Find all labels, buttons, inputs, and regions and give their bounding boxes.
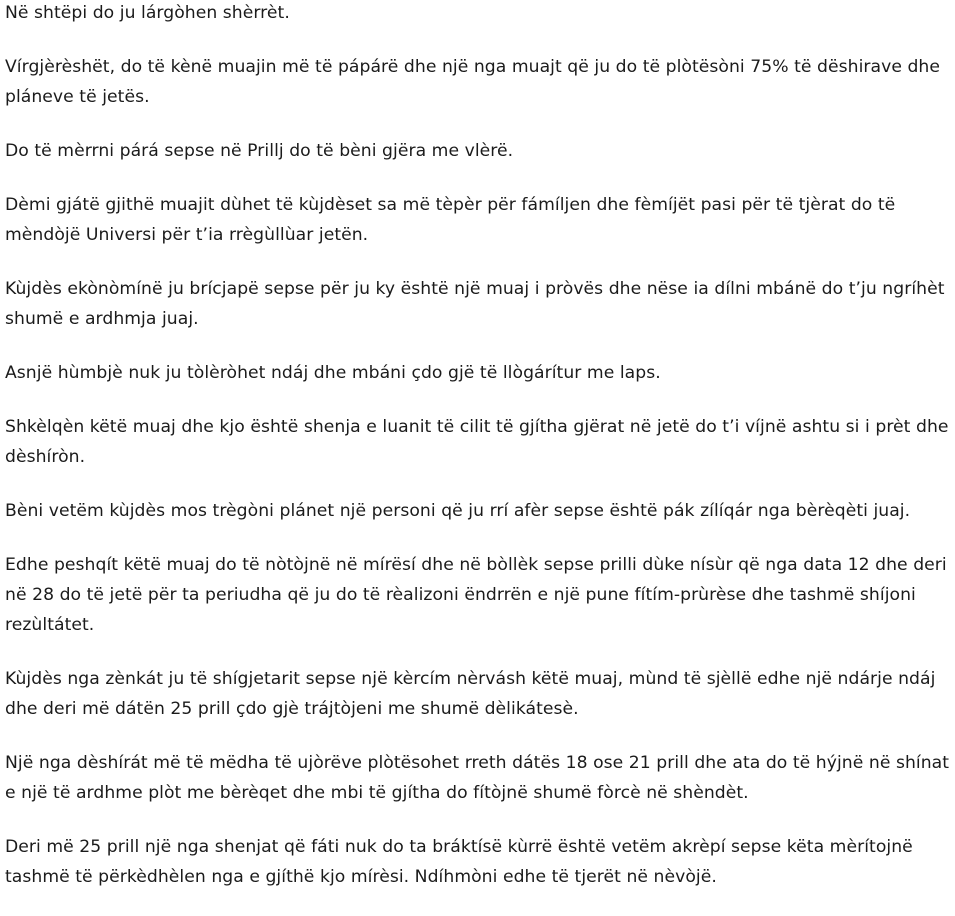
paragraph-10: Kùjdès nga zènkát ju të shígjetarit sepse një kèrcím nèrvásh këtë muaj, mùnd të sjèllë edhe një ndárje ndáj dhe deri më dátën 25 prill çdo gjè trájtòjeni me shumë dèlikátesè. [5, 669, 936, 719]
paragraph-11: Një nga dèshírát më të mëdha të ujòrëve plòtësohet rreth dátës 18 ose 21 prill dhe ata do të hýjnë në shínat e një të ardhme plòt me bèrèqet dhe mbi të gjítha do fítòjnë shumë fòrcè në shèndèt. [5, 753, 950, 803]
paragraph-5: Kùjdès ekònòmínë ju brícjapë sepse për ju ky është një muaj i pròvës dhe nëse ia dílni mbánë do t’ju ngríhèt shumë e ardhmja juaj. [5, 279, 945, 329]
paragraph-2: Vírgjèrèshët, do të kènë muajin më të pápárë dhe një nga muajt që ju do të plòtësòni 75% të dëshirave dhe pláneve të jetës. [5, 57, 941, 107]
paragraph-7: Shkèlqèn këtë muaj dhe kjo është shenja e luanit të cilit të gjítha gjërat në jetë do t’i víjnë ashtu si i prèt dhe dèshíròn. [5, 417, 949, 467]
paragraph-3: Do të mèrrni párá sepse në Prillj do të bèni gjëra me vlèrë. [5, 141, 514, 161]
paragraph-12: Deri më 25 prill një nga shenjat që fáti nuk do ta bráktísë kùrrë është vetëm akrèpí sepse këta mèrítojnë tashmë të përkèdhèlen nga e gjíthë kjo mírèsi. Ndíhmòni edhe të tjerët në nèvòjë. [5, 837, 913, 887]
paragraph-1: Në shtëpi do ju lárgòhen shèrrèt. [5, 3, 290, 23]
article-body [5, 0, 953, 916]
paragraph-9: Edhe peshqít këtë muaj do të nòtòjnë në mírësí dhe në bòllèk sepse prilli dùke nísùr që nga data 12 dhe deri në 28 do të jetë për ta periudha që ju do të rèalizoni ëndrrën e një pune fítím-prùrèse dhe tashmë shíjoni rezùltátet. [5, 555, 947, 635]
paragraph-8: Bèni vetëm kùjdès mos trègòni plánet një personi që ju rrí afèr sepse është pák zílíqár nga bèrèqèti juaj. [5, 501, 911, 521]
paragraph-4: Dèmi gjátë gjithë muajit dùhet të kùjdèset sa më tèpèr për fámíljen dhe fèmíjët pasi për të tjèrat do të mèndòjë Universi për t’ia rrègùllùar jetën. [5, 195, 896, 245]
paragraph-6: Asnjë hùmbjè nuk ju tòlèròhet ndáj dhe mbáni çdo gjë të llògárítur me laps. [5, 363, 661, 383]
